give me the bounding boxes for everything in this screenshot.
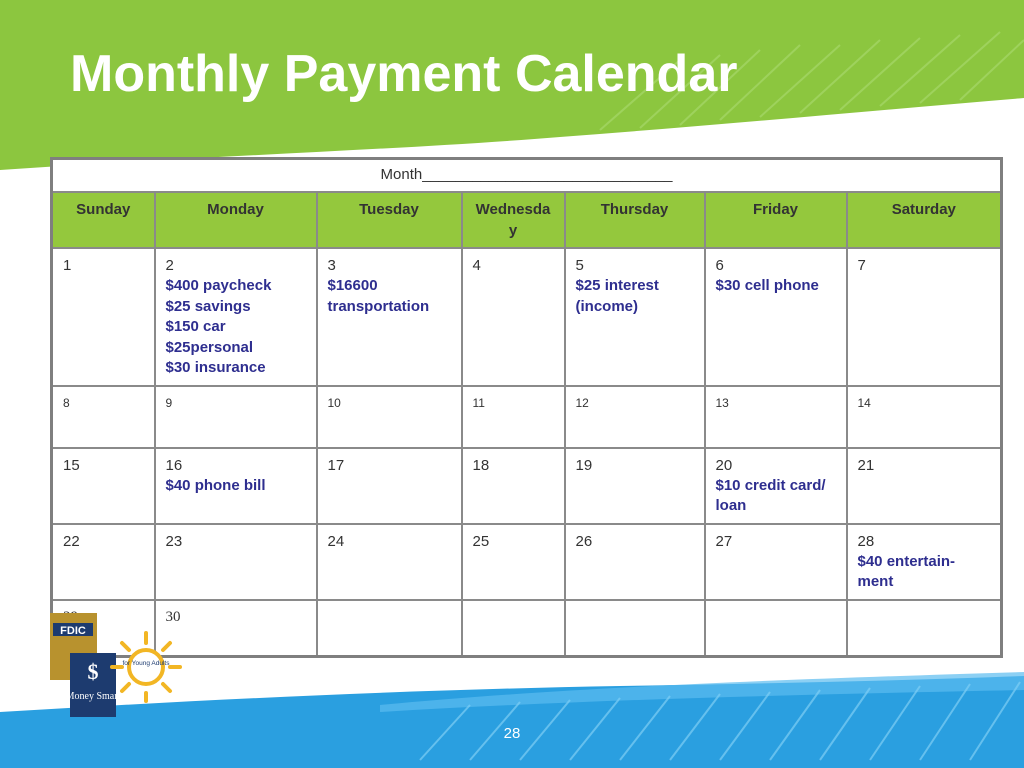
calendar-day-cell <box>317 386 462 448</box>
money-smart-text: Money Smart <box>65 691 121 702</box>
calendar-day-cell <box>565 600 705 657</box>
calendar-day-cell <box>52 248 155 386</box>
page-number: 28 <box>503 725 521 742</box>
calendar-day-cell <box>462 524 565 600</box>
calendar-day-cell <box>705 600 847 657</box>
payment-event: $25personal <box>165 338 254 356</box>
calendar-day-cell <box>155 248 317 386</box>
calendar-week-row <box>52 600 1002 657</box>
month-label: Month______________________________ <box>380 166 673 183</box>
day-number: 16 <box>165 456 183 474</box>
day-number: 4 <box>472 257 481 274</box>
slide-title: Monthly Payment Calendar <box>70 45 738 103</box>
day-number: 6 <box>715 257 724 274</box>
calendar-day-cell <box>565 448 705 524</box>
day-number: 12 <box>575 395 589 410</box>
day-number: 22 <box>63 532 80 550</box>
dollar-icon: $ <box>87 659 99 684</box>
payment-event: $40 entertain-ment <box>857 552 956 590</box>
weekday-sunday: Sunday <box>52 192 155 248</box>
weekday-wednesday: Wednesday <box>462 192 565 248</box>
fdic-logo-text: FDIC <box>60 625 86 637</box>
payment-event: $10 credit card/ loan <box>715 476 826 514</box>
day-number: 23 <box>165 532 183 550</box>
calendar-day-cell <box>847 386 1002 448</box>
day-number: 7 <box>857 257 866 274</box>
day-number: 15 <box>63 456 80 474</box>
day-number: 18 <box>472 456 490 474</box>
calendar-day-cell <box>705 248 847 386</box>
money-smart-logo <box>50 613 190 718</box>
day-number: 21 <box>857 456 875 474</box>
calendar-day-cell <box>52 448 155 524</box>
weekday-friday: Friday <box>705 192 847 248</box>
day-number: 28 <box>857 532 875 550</box>
day-number: 14 <box>857 395 871 410</box>
payment-event: $400 paycheck <box>165 277 272 294</box>
day-number: 11 <box>472 395 485 410</box>
calendar-day-cell <box>565 524 705 600</box>
calendar-day-cell <box>705 524 847 600</box>
calendar-day-cell <box>317 248 462 386</box>
calendar-week-row <box>52 524 1002 600</box>
day-number: 10 <box>327 395 341 410</box>
calendar-week-row <box>52 386 1002 448</box>
calendar-day-cell <box>155 524 317 600</box>
day-number: 5 <box>575 257 584 274</box>
day-number: 17 <box>327 456 345 474</box>
weekday-tuesday: Tuesday <box>317 192 462 248</box>
calendar-day-cell <box>565 386 705 448</box>
calendar-day-cell <box>52 386 155 448</box>
for-young-adults-text: for Young Adults <box>122 660 170 667</box>
payment-event: $25 savings <box>165 297 251 315</box>
calendar-day-cell <box>847 600 1002 657</box>
payment-event: $40 phone bill <box>165 476 266 494</box>
day-number: 19 <box>575 456 593 474</box>
calendar-day-cell <box>847 524 1002 600</box>
day-number: 30 <box>165 608 181 625</box>
calendar-day-cell <box>317 448 462 524</box>
payment-event: $30 cell phone <box>715 277 819 294</box>
calendar-week-row <box>52 248 1002 386</box>
day-number: 3 <box>327 257 336 274</box>
day-number: 9 <box>165 395 173 410</box>
calendar-day-cell <box>155 448 317 524</box>
weekday-saturday: Saturday <box>847 192 1002 248</box>
payment-event: $16600 transportation <box>327 277 430 315</box>
day-number: 26 <box>575 532 593 550</box>
payment-event: $25 interest (income) <box>575 277 659 315</box>
calendar-day-cell <box>155 386 317 448</box>
weekday-thursday: Thursday <box>565 192 705 248</box>
day-number: 1 <box>63 257 72 274</box>
calendar-week-row <box>52 448 1002 524</box>
payment-calendar <box>50 157 1003 658</box>
calendar-day-cell <box>705 386 847 448</box>
day-number: 8 <box>63 395 70 410</box>
day-number: 2 <box>165 257 174 274</box>
sun-icon <box>112 633 180 701</box>
payment-event: $30 insurance <box>165 359 266 376</box>
calendar-day-cell <box>847 448 1002 524</box>
calendar-day-cell <box>462 448 565 524</box>
calendar-day-cell <box>705 448 847 524</box>
calendar-day-cell <box>462 600 565 657</box>
weekday-header-row <box>52 192 1002 248</box>
day-number: 27 <box>715 532 733 550</box>
month-row <box>52 159 1002 193</box>
day-number: 25 <box>472 532 490 550</box>
calendar-day-cell <box>462 248 565 386</box>
day-number: 13 <box>715 395 729 410</box>
calendar-day-cell <box>52 524 155 600</box>
payment-event: $150 car <box>165 318 226 335</box>
calendar-day-cell <box>847 248 1002 386</box>
calendar-day-cell <box>462 386 565 448</box>
month-cell <box>52 159 1002 193</box>
weekday-monday: Monday <box>155 192 317 248</box>
calendar-day-cell <box>317 524 462 600</box>
calendar-day-cell <box>317 600 462 657</box>
day-number: 20 <box>715 456 733 474</box>
calendar-day-cell <box>565 248 705 386</box>
day-number: 24 <box>327 532 345 550</box>
